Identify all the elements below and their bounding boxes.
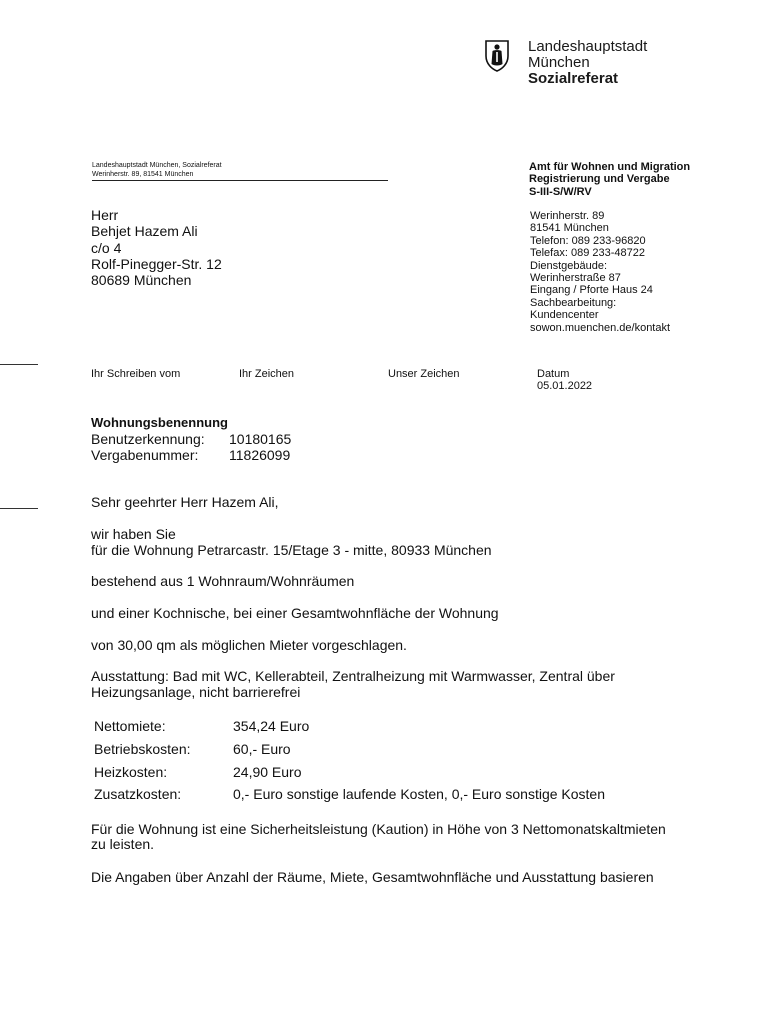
user-id-label: Benutzerkennung:	[91, 431, 205, 447]
cost-value-operating: 60,- Euro	[233, 741, 291, 757]
recipient-name: Behjet Hazem Ali	[91, 223, 198, 240]
paragraph-5-line-2: Heizungsanlage, nicht barrierefrei	[91, 684, 301, 700]
munich-monk-coat-of-arms-icon	[484, 40, 510, 72]
office-line-2: Registrierung und Vergabe	[529, 173, 670, 186]
sender-line-2: Werinherstr. 89, 81541 München	[92, 171, 194, 178]
fold-mark-top	[0, 364, 38, 365]
recipient-street: Rolf-Pinegger-Str. 12	[91, 255, 222, 272]
contact-line: Telefon: 089 233-96820	[530, 234, 646, 247]
ref-your-letter: Ihr Schreiben vom	[91, 368, 181, 380]
cost-label-net-rent: Nettomiete:	[94, 718, 166, 734]
user-id-value: 10180165	[229, 431, 292, 447]
office-line-1: Amt für Wohnen und Migration	[529, 161, 691, 173]
office-block	[529, 161, 690, 198]
fold-mark-middle	[0, 508, 38, 509]
ref-your-ref: Ihr Zeichen	[239, 368, 295, 380]
contact-line: sowon.muenchen.de/kontakt	[530, 321, 671, 334]
paragraph-6-line-2: zu leisten.	[91, 836, 155, 852]
cost-value-heating: 24,90 Euro	[233, 764, 302, 780]
allocation-value: 11826099	[229, 447, 291, 463]
recipient-co: c/o 4	[91, 239, 122, 256]
contact-line: Telefax: 089 233-48722	[530, 247, 645, 260]
paragraph-6-line-1: Für die Wohnung ist eine Sicherheitsleistung (Kaution) in Höhe von 3 Nettomonatskaltmieten	[91, 821, 666, 837]
paragraph-3: und einer Kochnische, bei einer Gesamtwohnfläche der Wohnung	[91, 605, 499, 621]
contact-line: Kundencenter	[530, 309, 599, 322]
contact-block	[530, 210, 670, 334]
contact-line: Sachbearbeitung:	[530, 296, 617, 309]
ref-our-ref: Unser Zeichen	[388, 368, 460, 380]
paragraph-1-line-1: wir haben Sie	[91, 526, 176, 542]
cost-label-operating: Betriebskosten:	[94, 741, 191, 757]
cost-value-additional: 0,- Euro sonstige laufende Kosten, 0,- Euro sonstige Kosten	[233, 786, 606, 802]
contact-line: Dienstgebäude:	[530, 259, 608, 272]
contact-line: Werinherstraße 87	[530, 272, 621, 285]
sender-line-1: Landeshauptstadt München, Sozialreferat	[92, 162, 222, 169]
contact-line: Werinherstr. 89	[530, 210, 605, 222]
greeting: Sehr geehrter Herr Hazem Ali,	[91, 494, 279, 510]
org-department: Sozialreferat	[528, 70, 619, 87]
ref-date-label: Datum	[537, 368, 570, 380]
cost-label-heating: Heizkosten:	[94, 764, 168, 780]
sender-return-address	[92, 161, 388, 181]
contact-line: 81541 München	[530, 222, 609, 235]
org-city: München	[528, 54, 590, 71]
org-city-state: Landeshauptstadt	[528, 38, 648, 55]
recipient-address	[91, 207, 222, 288]
organization-header	[528, 39, 647, 87]
paragraph-4: von 30,00 qm als möglichen Mieter vorgeschlagen.	[91, 637, 407, 653]
subject-title: Wohnungsbenennung	[91, 415, 228, 430]
paragraph-5-line-1: Ausstattung: Bad mit WC, Kellerabteil, Zentralheizung mit Warmwasser, Zentral über	[91, 668, 615, 684]
contact-line: Eingang / Pforte Haus 24	[530, 284, 653, 297]
cost-value-net-rent: 354,24 Euro	[233, 718, 310, 734]
cost-label-additional: Zusatzkosten:	[94, 786, 182, 802]
allocation-label: Vergabenummer:	[91, 447, 199, 463]
paragraph-7: Die Angaben über Anzahl der Räume, Miete, Gesamtwohnfläche und Ausstattung basieren	[91, 869, 654, 885]
paragraph-1-line-2: für die Wohnung Petrarcastr. 15/Etage 3 - mitte, 80933 München	[91, 542, 492, 558]
recipient-city: 80689 München	[91, 272, 192, 289]
recipient-salutation: Herr	[91, 207, 119, 223]
office-line-3: S-III-S/W/RV	[529, 185, 592, 198]
ref-date-value: 05.01.2022	[537, 380, 593, 392]
paragraph-2: bestehend aus 1 Wohnraum/Wohnräumen	[91, 573, 355, 589]
